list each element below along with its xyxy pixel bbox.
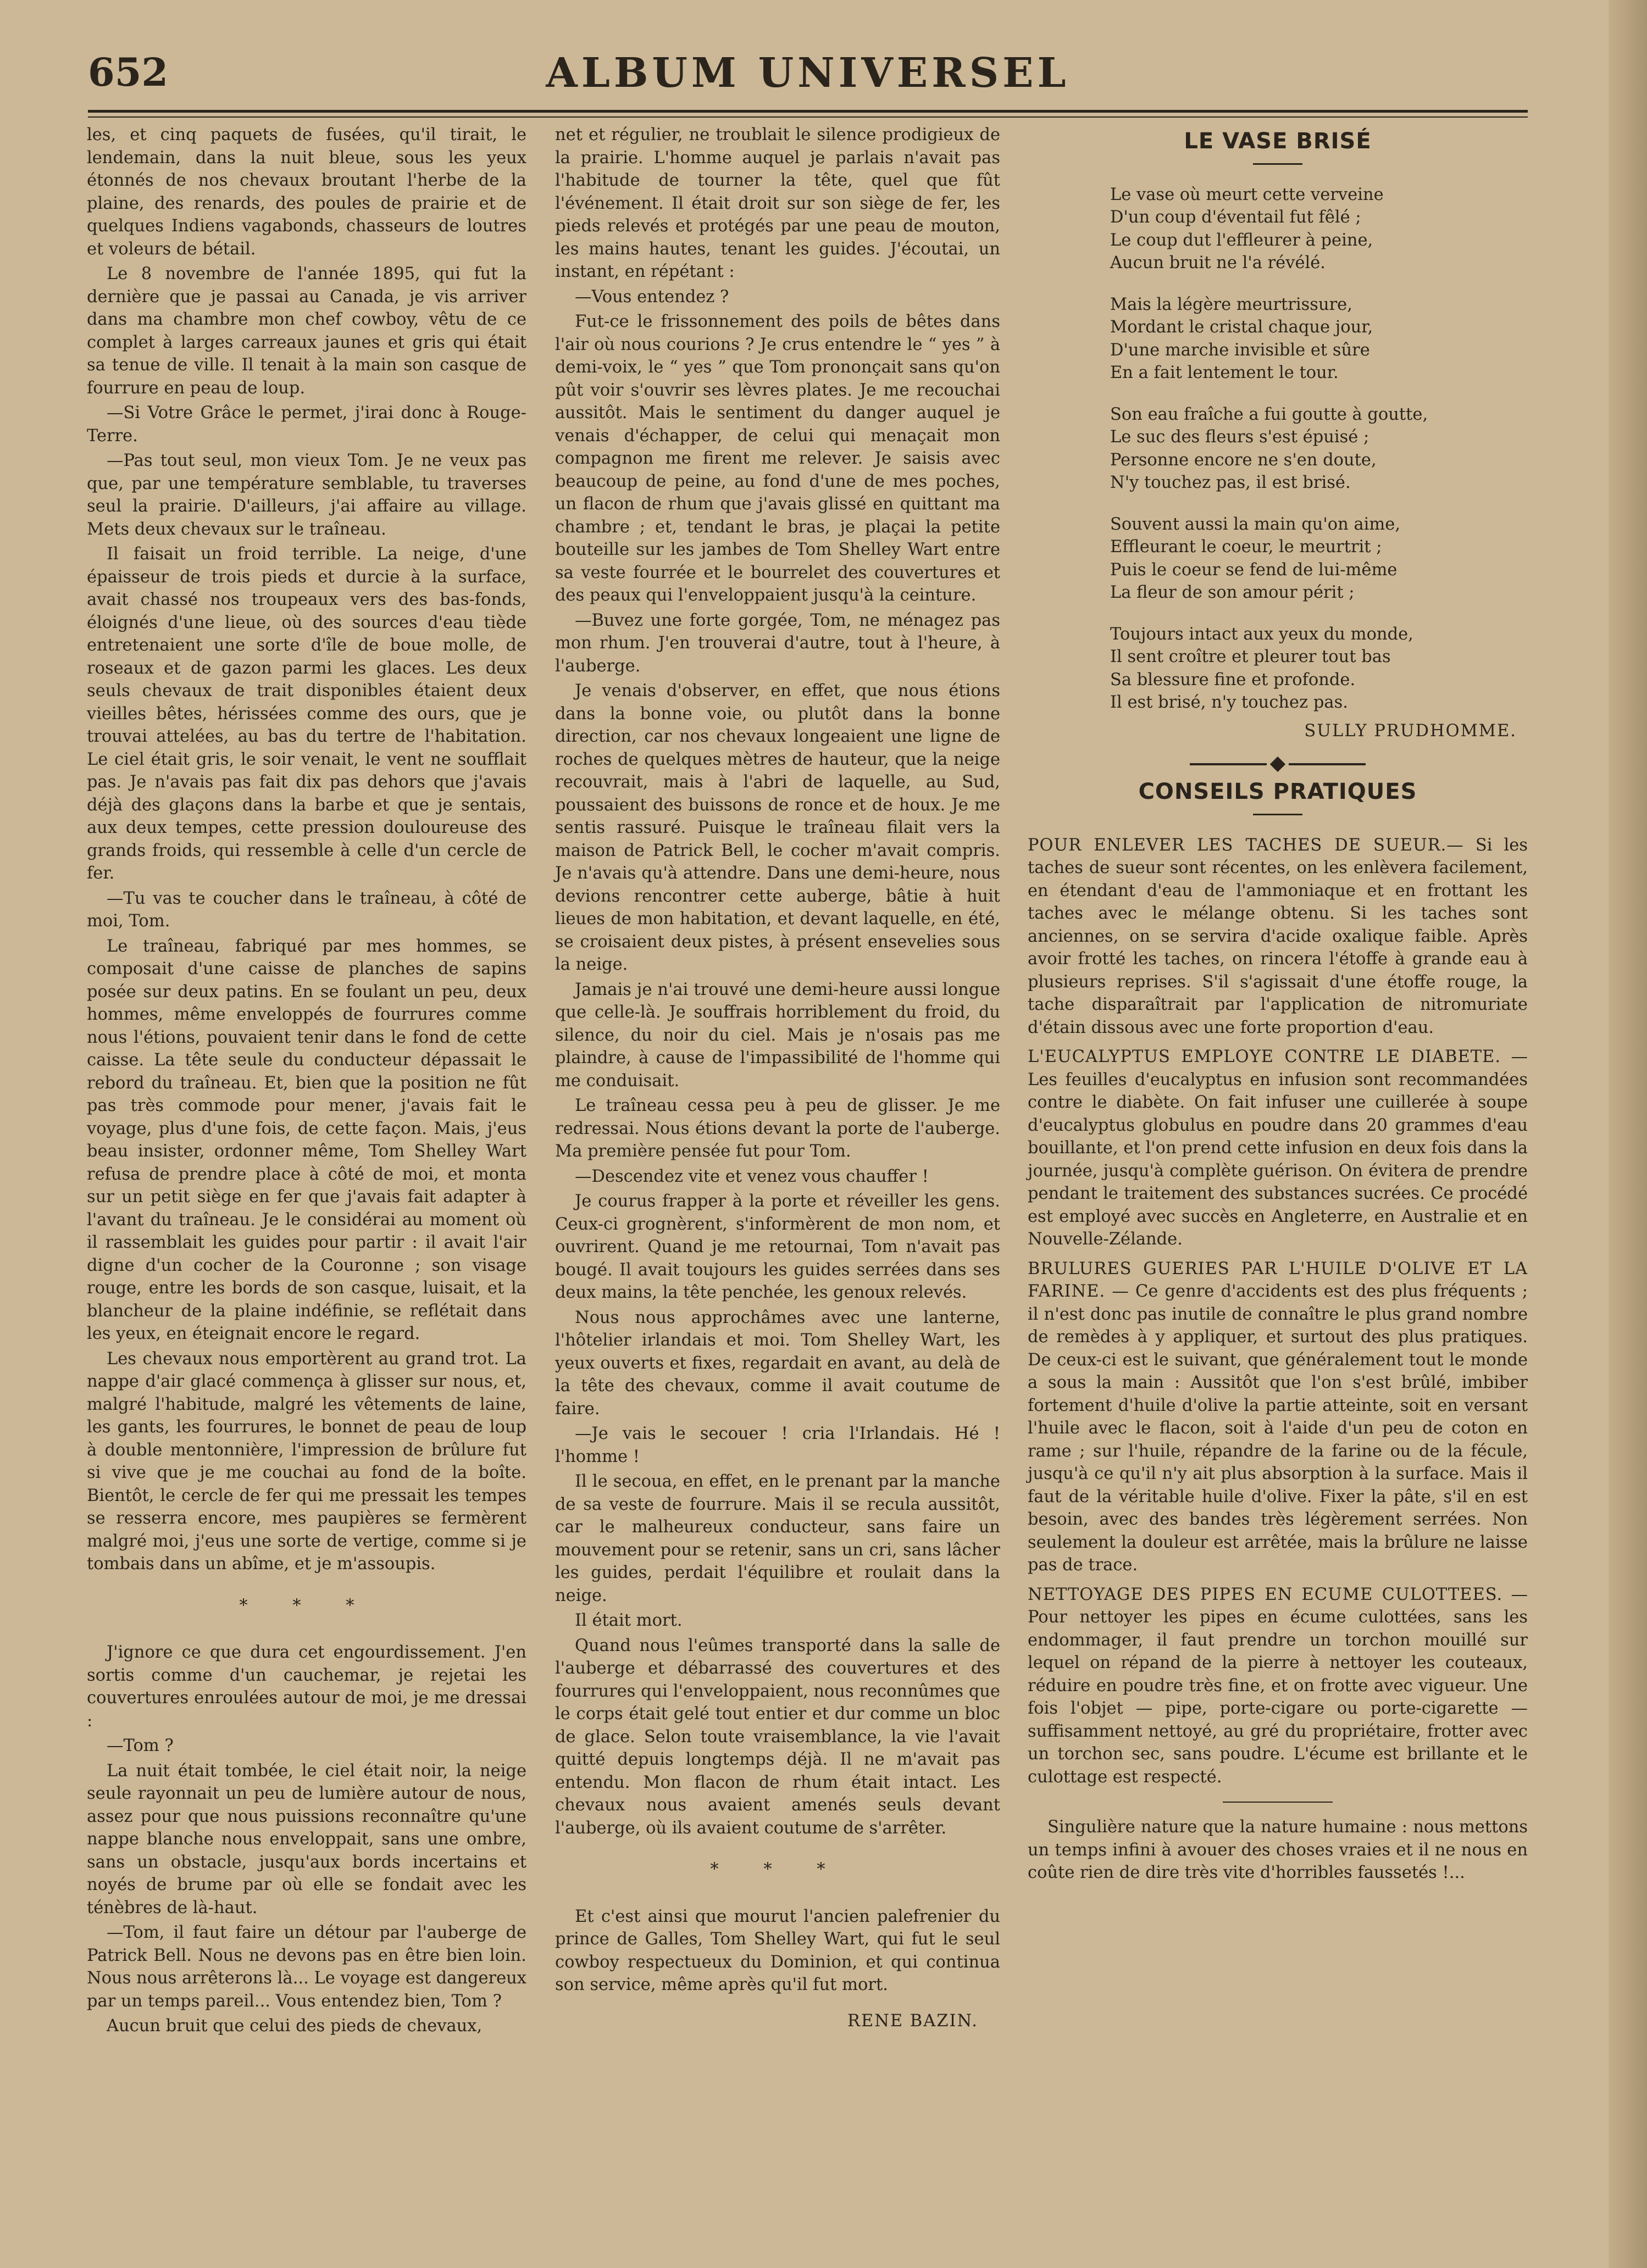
poem-line: Souvent aussi la main qu'on aime, [1110, 514, 1401, 534]
paragraph: —Pas tout seul, mon vieux Tom. Je ne veux pas que, par une température semblable, tu traverses seul la prairie. D'ailleurs, j'ai affaire au village. Mets deux chevaux sur le traîneau. [87, 451, 526, 539]
paragraph: —Tom, il faut faire un détour par l'auberge de Patrick Bell. Nous ne devons pas en être bien loin. Nous nous arrêterons là... Le voyage est dangereux par un temps pareil... Vous entendez bien, Tom ? [87, 1923, 526, 2011]
paragraph: —Vous entendez ? [575, 287, 729, 307]
masthead-title: ALBUM UNIVERSEL [546, 49, 1070, 97]
tip-body: — Ce genre d'accidents est des plus fréquents ; il n'est donc pas inutile de connaître le plus grand nombre de remèdes à y appliquer, et surtout des plus pratiques. De ceux-ci est le suivant, que généralement tout le monde a sous la main : Aussitôt que l'on s'est brûlé, imbiber fortement d'huile d'olive la partie atteinte, soit en versant l'huile avec le flacon, soit à l'aide d'un peu de coton en rame ; sur l'huile, répandre de la farine ou de la fécule, jusqu'à ce qu'il n'y ait plus absorption à la surface. Mais il faut de la véritable huile d'olive. Fixer la pâte, s'il en est besoin, avec des bandes très légèrement serrées. Non seulement la douleur est arrêtée, mais la brûlure ne laisse pas de trace. [1028, 1282, 1528, 1575]
tip-item [1028, 1583, 1528, 1789]
poem-line: Puis le coeur se fend de lui-même [1110, 560, 1398, 580]
paragraph: —Tom ? [107, 1736, 174, 1755]
page-header [88, 49, 1528, 110]
header-rule-thin [88, 116, 1528, 118]
poem-line: En a fait lentement le tour. [1110, 363, 1339, 382]
paragraph: Quand nous l'eûmes transporté dans la salle de l'auberge et débarrassé des couvertures et des fourrures qui l'enveloppaient, nous reconnûmes que le corps était gelé tout entier et dur comme un bloc de glace. Selon toute vraisemblance, la vie l'avait quitté depuis longtemps déjà. Il ne m'avait pas entendu. Mon flacon de rhum était intact. Les chevaux nous avaient amenés seuls devant l'auberge, où ils avaient coutume de s'arrêter. [555, 1636, 1000, 1838]
ornamental-divider [1190, 759, 1366, 770]
poem-line: D'une marche invisible et sûre [1110, 340, 1370, 360]
title-rule [1253, 814, 1302, 815]
tip-body: — Pour nettoyer les pipes en écume culottées, sans les endommager, il faut prendre un torchon mouillé sur lequel on répand de la pierre à nettoyer les couteaux, réduire en poudre très fine, et on frotte avec vigueur. Une fois l'objet — pipe, porte-cigare ou porte-cigarette — suffisamment nettoyé, au gré du propriétaire, frotter avec un torchon sec, sans poudre. L'écume est brillante et le culottage est respecté. [1028, 1585, 1528, 1787]
column-3 [1028, 124, 1528, 2124]
poem-line: Le coup dut l'effleurer à peine, [1110, 230, 1373, 250]
section-break-stars: * * * [239, 1596, 374, 1615]
title-rule [1253, 163, 1302, 165]
ornament-bar [1289, 763, 1366, 765]
paragraph: Le traîneau cessa peu à peu de glisser. Je me redressai. Nous étions devant la porte de l'auberge. Ma première pensée fut pour Tom. [555, 1096, 1000, 1161]
tip-body: — Les feuilles d'eucalyptus en infusion sont recommandées contre le diabète. On fait infuser une cuillerée à soupe d'eucalyptus globulus en poudre dans 20 grammes d'eau bouillante, et l'on prend cette infusion en deux fois dans la journée, jusqu'à complète guérison. On évitera de prendre pendant le traitement des substances sucrées. Ce procédé est employé avec succès en Angleterre, en Australie et en Nouvelle-Zélande. [1028, 1047, 1528, 1249]
tip-item [1028, 1258, 1528, 1577]
paragraph: Je venais d'observer, en effet, que nous étions dans la bonne voie, ou plutôt dans la bonne direction, car nos chevaux longeaient une ligne de roches de quelques mètres de hauteur, que la neige recouvrait, mais à l'abri de laquelle, au Sud, poussaient des buissons de ronce et de houx. Je me sentis rassuré. Puisque le traîneau filait vers la maison de Patrick Bell, le cocher m'avait compris. Je n'avais qu'à attendre. Dans une demi-heure, nous devions rencontrer cette auberge, bâtie à huit lieues de mon habitation, et devant laquelle, en été, se croisaient deux pistes, à présent ensevelies sous la neige. [555, 681, 1000, 974]
tip-item [1028, 1046, 1528, 1251]
paragraph: —Tu vas te coucher dans le traîneau, à côté de moi, Tom. [87, 888, 526, 931]
tip-heading: L'EUCALYPTUS EMPLOYE CONTRE LE DIABETE. [1028, 1047, 1501, 1066]
column-2-story [555, 124, 1000, 2124]
paragraph: Fut-ce le frissonnement des poils de bêtes dans l'air où nous courions ? Je crus entendre le “ yes ” à demi-voix, le “ yes ” que Tom prononçait sans qu'on pût voir s'ouvrir ses lèvres plates. Je me recouchai aussitôt. Mais le sentiment du danger auquel je venais d'échapper, de celui qui menaçait mon compagnon me firent me relever. Je saisis avec beaucoup de peine, au fond d'une de mes poches, un flacon de rhum que j'avais glissé en quittant ma chambre ; et, tendant le bras, je plaçai la petite bouteille sur les jambes de Tom Shelley Wart entre sa veste fourrée et le bourrelet des couvertures et des peaux qui l'enveloppaient jusqu'à la ceinture. [555, 312, 1000, 605]
poem-line: Aucun bruit ne l'a révélé. [1110, 253, 1326, 273]
poem-stanza [1110, 513, 1528, 604]
column-1-story [87, 124, 526, 2124]
paragraph: Nous nous approchâmes avec une lanterne, l'hôtelier irlandais et moi. Tom Shelley Wart, les yeux ouverts et fixes, regardait en avant, au delà de la tête des chevaux, comme il avait coutume de faire. [555, 1308, 1000, 1419]
poem-stanza [1110, 184, 1528, 275]
poem-line: Mordant le cristal chaque jour, [1110, 318, 1373, 337]
poem-stanza [1110, 623, 1528, 714]
paragraph: —Je vais le secouer ! cria l'Irlandais. Hé ! l'homme ! [555, 1424, 1000, 1466]
paragraph: La nuit était tombée, le ciel était noir, la neige seule rayonnait un peu de lumière autour de nous, assez pour que nous puissions reconnaître qu'une nappe blanche nous enveloppait, sans une ombre, sans un obstacle, jusqu'aux bords incertains et noyés de brume par où elle se fondait avec les ténèbres de là-haut. [87, 1761, 526, 1917]
tip-item [1028, 834, 1528, 1040]
paragraph: Les chevaux nous emportèrent au grand trot. La nappe d'air glacé commença à glisser sur nous, et, malgré l'habitude, malgré les vêtements de laine, les gants, les fourrures, le bonnet de peau de loup à double mentonnière, l'impression de brûlure fut si vive que je me couchai au fond de la boîte. Bientôt, le cercle de fer qui me pressait les tempes se resserra encore, mes paupières se fermèrent malgré moi, j'eus une sorte de vertige, comme si je tombais dans un abîme, et je m'assoupis. [87, 1349, 526, 1574]
paragraph: les, et cinq paquets de fusées, qu'il tirait, le lendemain, dans la nuit bleue, sous les yeux étonnés de nos chevaux broutant l'herbe de la plaine, des renards, des poules de prairie et de quelques Indiens vagabonds, chasseurs de loutres et voleurs de bétail. [87, 125, 526, 259]
paragraph: net et régulier, ne troublait le silence prodigieux de la prairie. L'homme auquel je parlais n'avait pas l'habitude de tourner la tête, quel que fût l'événement. Il était droit sur son siège de fer, les pieds relevés et protégés par une peau de mouton, les mains hautes, tenant les guides. J'écoutai, un instant, en répétant : [555, 125, 1000, 281]
tip-heading: POUR ENLEVER LES TACHES DE SUEUR.— [1028, 835, 1464, 855]
poem-line: Le vase où meurt cette verveine [1110, 185, 1384, 204]
paragraph: Jamais je n'ai trouvé une demi-heure aussi longue que celle-là. Je souffrais horriblement du froid, du silence, du noir du ciel. Mais je n'osais pas me plaindre, à cause de l'impassibilité de l'homme qui me conduisait. [555, 980, 1000, 1091]
tip-heading: NETTOYAGE DES PIPES EN ECUME CULOTTEES. [1028, 1585, 1503, 1604]
ornament-diamond [1270, 757, 1285, 772]
page-binding-edge [1609, 0, 1647, 2268]
paragraph: —Buvez une forte gorgée, Tom, ne ménagez pas mon rhum. J'en trouverai d'autre, tout à l'heure, à l'auberge. [555, 610, 1000, 676]
poem-stanza [1110, 403, 1528, 494]
section-break-stars: * * * [710, 1860, 845, 1879]
poem-line: Personne encore ne s'en doute, [1110, 450, 1377, 470]
header-rule-thick [88, 110, 1528, 113]
poem-line: Sa blessure fine et profonde. [1110, 670, 1356, 690]
paragraph: Il faisait un froid terrible. La neige, d'une épaisseur de trois pieds et durcie à la surface, avait chassé nos troupeaux vers des bas-fonds, éloignés d'une lieue, où des sources d'eau tiède entretenaient une sorte d'île de boue molle, de roseaux et de gazon parmi les glaces. Les deux seuls chevaux de trait disponibles étaient deux vieilles bêtes, hérissées comme des ours, que je trouvai attelées, au bas du tertre de l'habitation. Le ciel était gris, le soir venait, le vent ne soufflait pas. Je n'avais pas fait dix pas dehors que j'avais déjà des glaçons dans la barbe et que je sentais, aux deux tempes, cette pression douloureuse des grands froids, qui ressemble à celle d'un cercle de fer. [87, 544, 526, 883]
poem [1028, 184, 1528, 714]
closing-maxim: Singulière nature que la nature humaine : nous mettons un temps infini à avouer des choses vraies et il ne nous en coûte rien de dire très vite d'horribles faussetés !... [1028, 1817, 1528, 1882]
tip-body: Si les taches de sueur sont récentes, on les enlèvera facilement, en étendant d'eau de l'ammoniaque et en frottant les taches avec le mélange obtenu. Si les taches sont anciennes, on se servira d'acide oxalique faible. Après avoir frotté les taches, on rincera l'étoffe à grande eau à plusieurs reprises. S'il s'agissait d'une étoffe rouge, la tache disparaîtrait par l'application de nitromuriate d'étain dissous avec une forte proportion d'eau. [1028, 835, 1528, 1037]
poem-author-signature: SULLY PRUDHOMME. [1304, 721, 1517, 741]
paragraph: Je courus frapper à la porte et réveiller les gens. Ceux-ci grognèrent, s'informèrent de mon nom, et ouvrirent. Quand je me retournai, Tom n'avait pas bougé. Il avait toujours les guides serrées dans ses deux mains, la tête penchée, les genoux relevés. [555, 1192, 1000, 1302]
paragraph: —Descendez vite et venez vous chauffer ! [575, 1166, 929, 1186]
paragraph: Et c'est ainsi que mourut l'ancien palefrenier du prince de Galles, Tom Shelley Wart, qui fut le seul cowboy respectueux du Dominion, et qui continua son service, même après qu'il fut mort. [555, 1906, 1000, 1994]
poem-title: LE VASE BRISÉ [1184, 129, 1372, 154]
section-title: CONSEILS PRATIQUES [1138, 779, 1417, 804]
poem-line: Mais la légère meurtrissure, [1110, 294, 1352, 314]
page-number: 652 [88, 49, 169, 95]
poem-line: Il sent croître et pleurer tout bas [1110, 647, 1391, 666]
paragraph: J'ignore ce que dura cet engourdissement. J'en sortis comme d'un cauchemar, je rejetai les couvertures enroulées autour de moi, je me dressai : [87, 1643, 526, 1731]
poem-line: N'y touchez pas, il est brisé. [1110, 473, 1351, 492]
story-author-signature: RENE BAZIN. [847, 2011, 978, 2031]
poem-line: Effleurant le coeur, le meurtrit ; [1110, 537, 1382, 557]
practical-tips [1028, 834, 1528, 1885]
paragraph: Aucun bruit que celui des pieds de chevaux, [107, 2016, 483, 2036]
poem-stanza [1110, 293, 1528, 385]
poem-line: Le suc des fleurs s'est épuisé ; [1110, 427, 1369, 447]
paragraph: Le 8 novembre de l'année 1895, qui fut la dernière que je passai au Canada, je vis arriver dans ma chambre mon chef cowboy, vêtu de ce complet à larges carreaux jaunes et gris qui était sa tenue de ville. Il tenait à la main son casque de fourrure en peau de loup. [87, 264, 526, 398]
divider-rule [1223, 1802, 1333, 1803]
ornament-bar [1190, 763, 1267, 765]
paragraph: —Si Votre Grâce le permet, j'irai donc à Rouge-Terre. [87, 403, 526, 446]
tip-heading: BRULURES GUERIES PAR L'HUILE D'OLIVE ET LA FARINE. [1028, 1259, 1528, 1301]
poem-line: Il est brisé, n'y touchez pas. [1110, 693, 1348, 712]
paragraph: Il le secoua, en effet, en le prenant par la manche de sa veste de fourrure. Mais il se recula aussitôt, car le malheureux conducteur, sans faire un mouvement pour se retenir, sans un cri, sans lâcher les guides, perdait l'équilibre et roulait dans la neige. [555, 1472, 1000, 1605]
poem-line: La fleur de son amour périt ; [1110, 583, 1355, 602]
poem-line: Son eau fraîche a fui goutte à goutte, [1110, 404, 1428, 424]
poem-line: D'un coup d'éventail fut fêlé ; [1110, 208, 1361, 227]
paragraph: Le traîneau, fabriqué par mes hommes, se composait d'une caisse de planches de sapins posée sur deux patins. En se foulant un peu, deux hommes, même enveloppés de fourrures comme nous l'étions, pouvaient tenir dans le fond de cette caisse. La tête seule du conducteur dépassait le rebord du traîneau. Et, bien que la position ne fût pas très commode pour mener, j'avais fait le voyage, plus d'une fois, de cette façon. Mais, j'eus beau insister, ordonner même, Tom Shelley Wart refusa de prendre place à côté de moi, et monta sur un petit siège en fer que j'avais fait adapter à l'avant du traîneau. Je le considérai au moment où il rassemblait les guides pour partir : il avait l'air digne d'un cocher de la Couronne ; son visage rouge, entre les bords de son casque, luisait, et la blancheur de la plaine indéfinie, se reflétait dans les yeux, en éteignait encore le regard. [87, 936, 526, 1343]
paragraph: Il était mort. [575, 1611, 683, 1630]
poem-line: Toujours intact aux yeux du monde, [1110, 624, 1413, 644]
